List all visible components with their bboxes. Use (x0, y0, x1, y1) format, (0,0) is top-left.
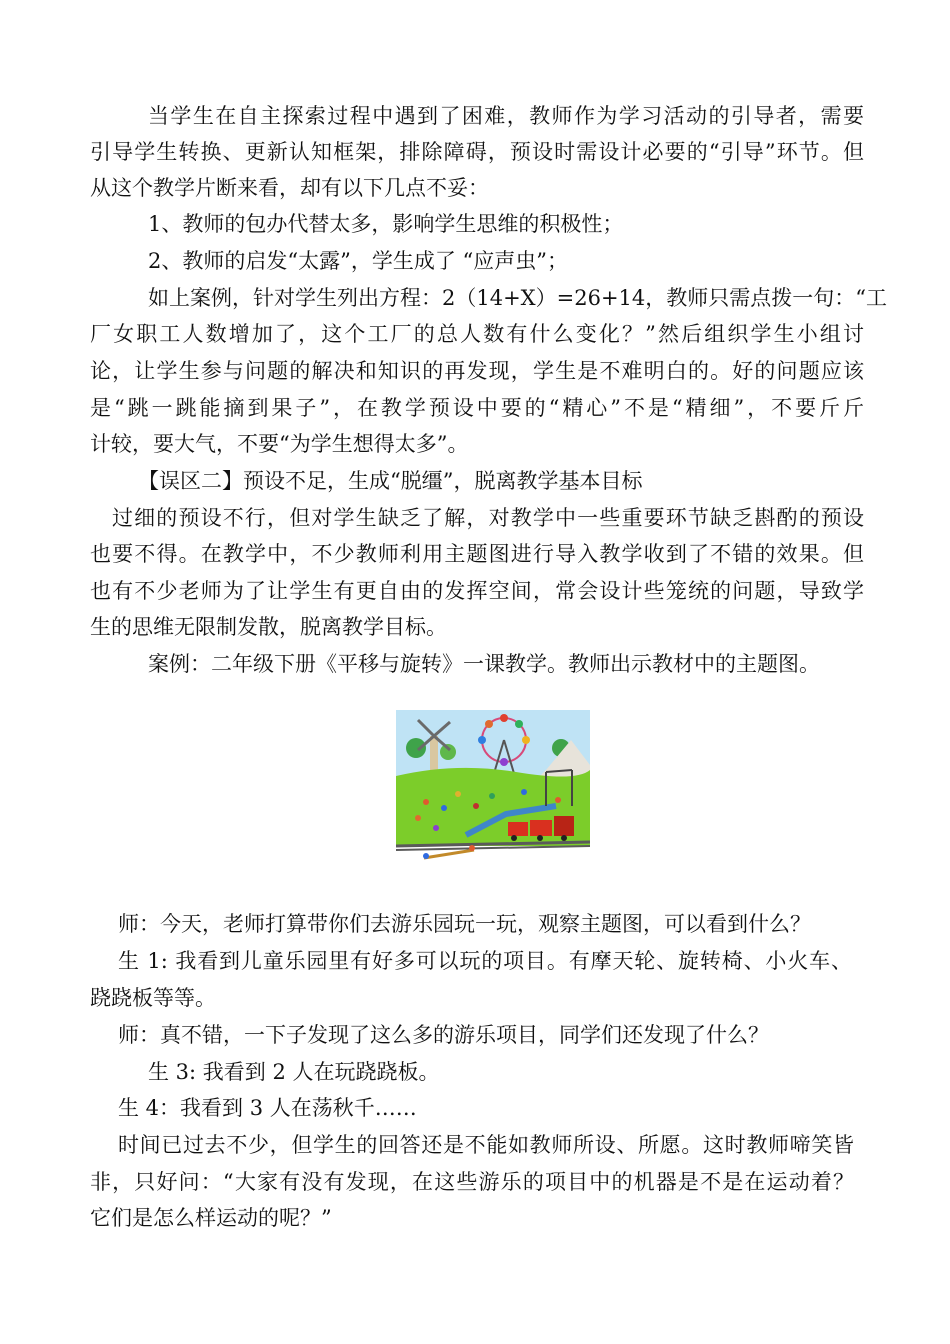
paragraph-3-line-2: 也要不得。在教学中，不少教师利用主题图进行导入教学收到了不错的效果。但 (90, 542, 864, 566)
paragraph-2-line-2: 厂女职工人数增加了，这个工厂的总人数有什么变化？”然后组织学生小组讨 (90, 322, 864, 346)
student-1-line-1: 生 1: 我看到儿童乐园里有好多可以玩的项目。有摩天轮、旋转椅、小火车、 (118, 949, 852, 973)
paragraph-2-line-5: 计较，要大气，不要“为学生想得太多”。 (90, 432, 469, 456)
section-heading: 【误区二】预设不足，生成“脱缰”，脱离教学基本目标 (138, 469, 643, 493)
paragraph-4-line-2: 非，只好问：“大家有没有发现，在这些游乐的项目中的机器是不是在运动着？ (90, 1170, 854, 1194)
paragraph-2-line-3: 论，让学生参与问题的解决和知识的再发现，学生是不难明白的。好的问题应该 (90, 359, 864, 383)
case-intro: 案例：二年级下册《平移与旋转》一课教学。教师出示教材中的主题图。 (148, 652, 820, 676)
paragraph-2-line-1: 如上案例，针对学生列出方程：2（14+X）=26+14，教师只需点拨一句：“工 (148, 286, 887, 310)
paragraph-4-line-3: 它们是怎么样运动的呢？” (90, 1206, 332, 1230)
paragraph-3-line-4: 生的思维无限制发散，脱离教学目标。 (90, 615, 447, 639)
paragraph-3-line-1: 过细的预设不行，但对学生缺乏了解，对教学中一些重要环节缺乏斟酌的预设 (112, 506, 864, 530)
teacher-line-1: 师：今天，老师打算带你们去游乐园玩一玩，观察主题图，可以看到什么？ (118, 912, 811, 936)
student-4-line: 生 4：我看到 3 人在荡秋千…… (118, 1096, 417, 1120)
point-1: 1、教师的包办代替太多，影响学生思维的积极性； (148, 212, 624, 236)
student-3-line: 生 3: 我看到 2 人在玩跷跷板。 (148, 1060, 440, 1084)
paragraph-3-line-3: 也有不少老师为了让学生有更自由的发挥空间，常会设计些笼统的问题，导致学 (90, 579, 864, 603)
paragraph-1-line-2: 引导学生转换、更新认知框架，排除障碍，预设时需设计必要的“引导”环节。但 (90, 140, 864, 164)
paragraph-1-line-3: 从这个教学片断来看，却有以下几点不妥： (90, 176, 489, 200)
student-1-line-2: 跷跷板等等。 (90, 986, 216, 1010)
point-2: 2、教师的启发“太露”，学生成了 “应声虫”； (148, 249, 568, 273)
amusement-park-illustration (396, 710, 590, 868)
paragraph-2-line-4: 是“跳一跳能摘到果子”，在教学预设中要的“精心”不是“精细”，不要斤斤 (90, 396, 864, 420)
paragraph-4-line-1: 时间已过去不少，但学生的回答还是不能如教师所设、所愿。这时教师啼笑皆 (118, 1133, 854, 1157)
teacher-line-2: 师：真不错，一下子发现了这么多的游乐项目，同学们还发现了什么？ (118, 1023, 769, 1047)
paragraph-1-line-1: 当学生在自主探索过程中遇到了困难，教师作为学习活动的引导者，需要 (148, 104, 864, 128)
